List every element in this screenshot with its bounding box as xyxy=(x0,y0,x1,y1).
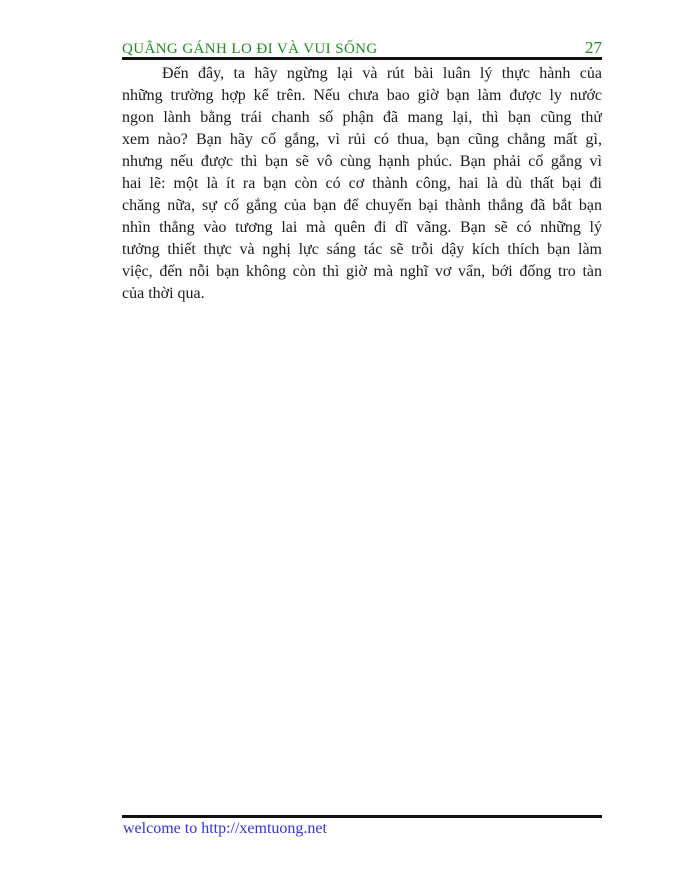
footer-divider xyxy=(122,815,602,818)
paragraph-line: những trường hợp kể trên. Nếu chưa bao giờ bạn làm được ly nước xyxy=(122,87,602,104)
paragraph-line: chăng nữa, sự cố gắng của bạn để chuyển bại thành thắng đã bắt bạn xyxy=(122,197,602,214)
paragraph-line: của thời qua. xyxy=(122,285,205,302)
paragraph-line: hai lẽ: một là ít ra bạn còn có cơ thành công, hai là dù thất bại đi xyxy=(122,175,602,192)
body-paragraph xyxy=(122,63,602,305)
footer-link[interactable]: welcome to http://xemtuong.net xyxy=(123,820,327,837)
paragraph-line: nhìn thẳng vào tương lai mà quên đi dĩ vãng. Bạn sẽ có những lý xyxy=(122,219,602,236)
paragraph-line: Đến đây, ta hãy ngừng lại và rút bài luân lý thực hành của xyxy=(162,65,602,82)
page-number: 27 xyxy=(585,38,602,57)
paragraph-line: nhưng nếu được thì bạn sẽ vô cùng hạnh phúc. Bạn phải cố gắng vì xyxy=(122,153,602,170)
page-header-title: QUẲNG GÁNH LO ĐI VÀ VUI SỐNG xyxy=(122,41,378,57)
paragraph-line: ngon lành bằng trái chanh số phận đã mang lại, thì bạn cũng thử xyxy=(122,109,602,126)
paragraph-line: tưởng thiết thực và nghị lực sáng tác sẽ trỗi dậy kích thích bạn làm xyxy=(122,241,602,258)
paragraph-line: xem nào? Bạn hãy cố gắng, vì rủi có thua, bạn cũng chẳng mất gì, xyxy=(122,131,602,148)
paragraph-line: việc, đến nỗi bạn không còn thì giờ mà nghĩ vơ vẩn, bới đống tro tàn xyxy=(122,263,602,280)
header-divider xyxy=(122,57,602,60)
running-header xyxy=(122,38,602,58)
